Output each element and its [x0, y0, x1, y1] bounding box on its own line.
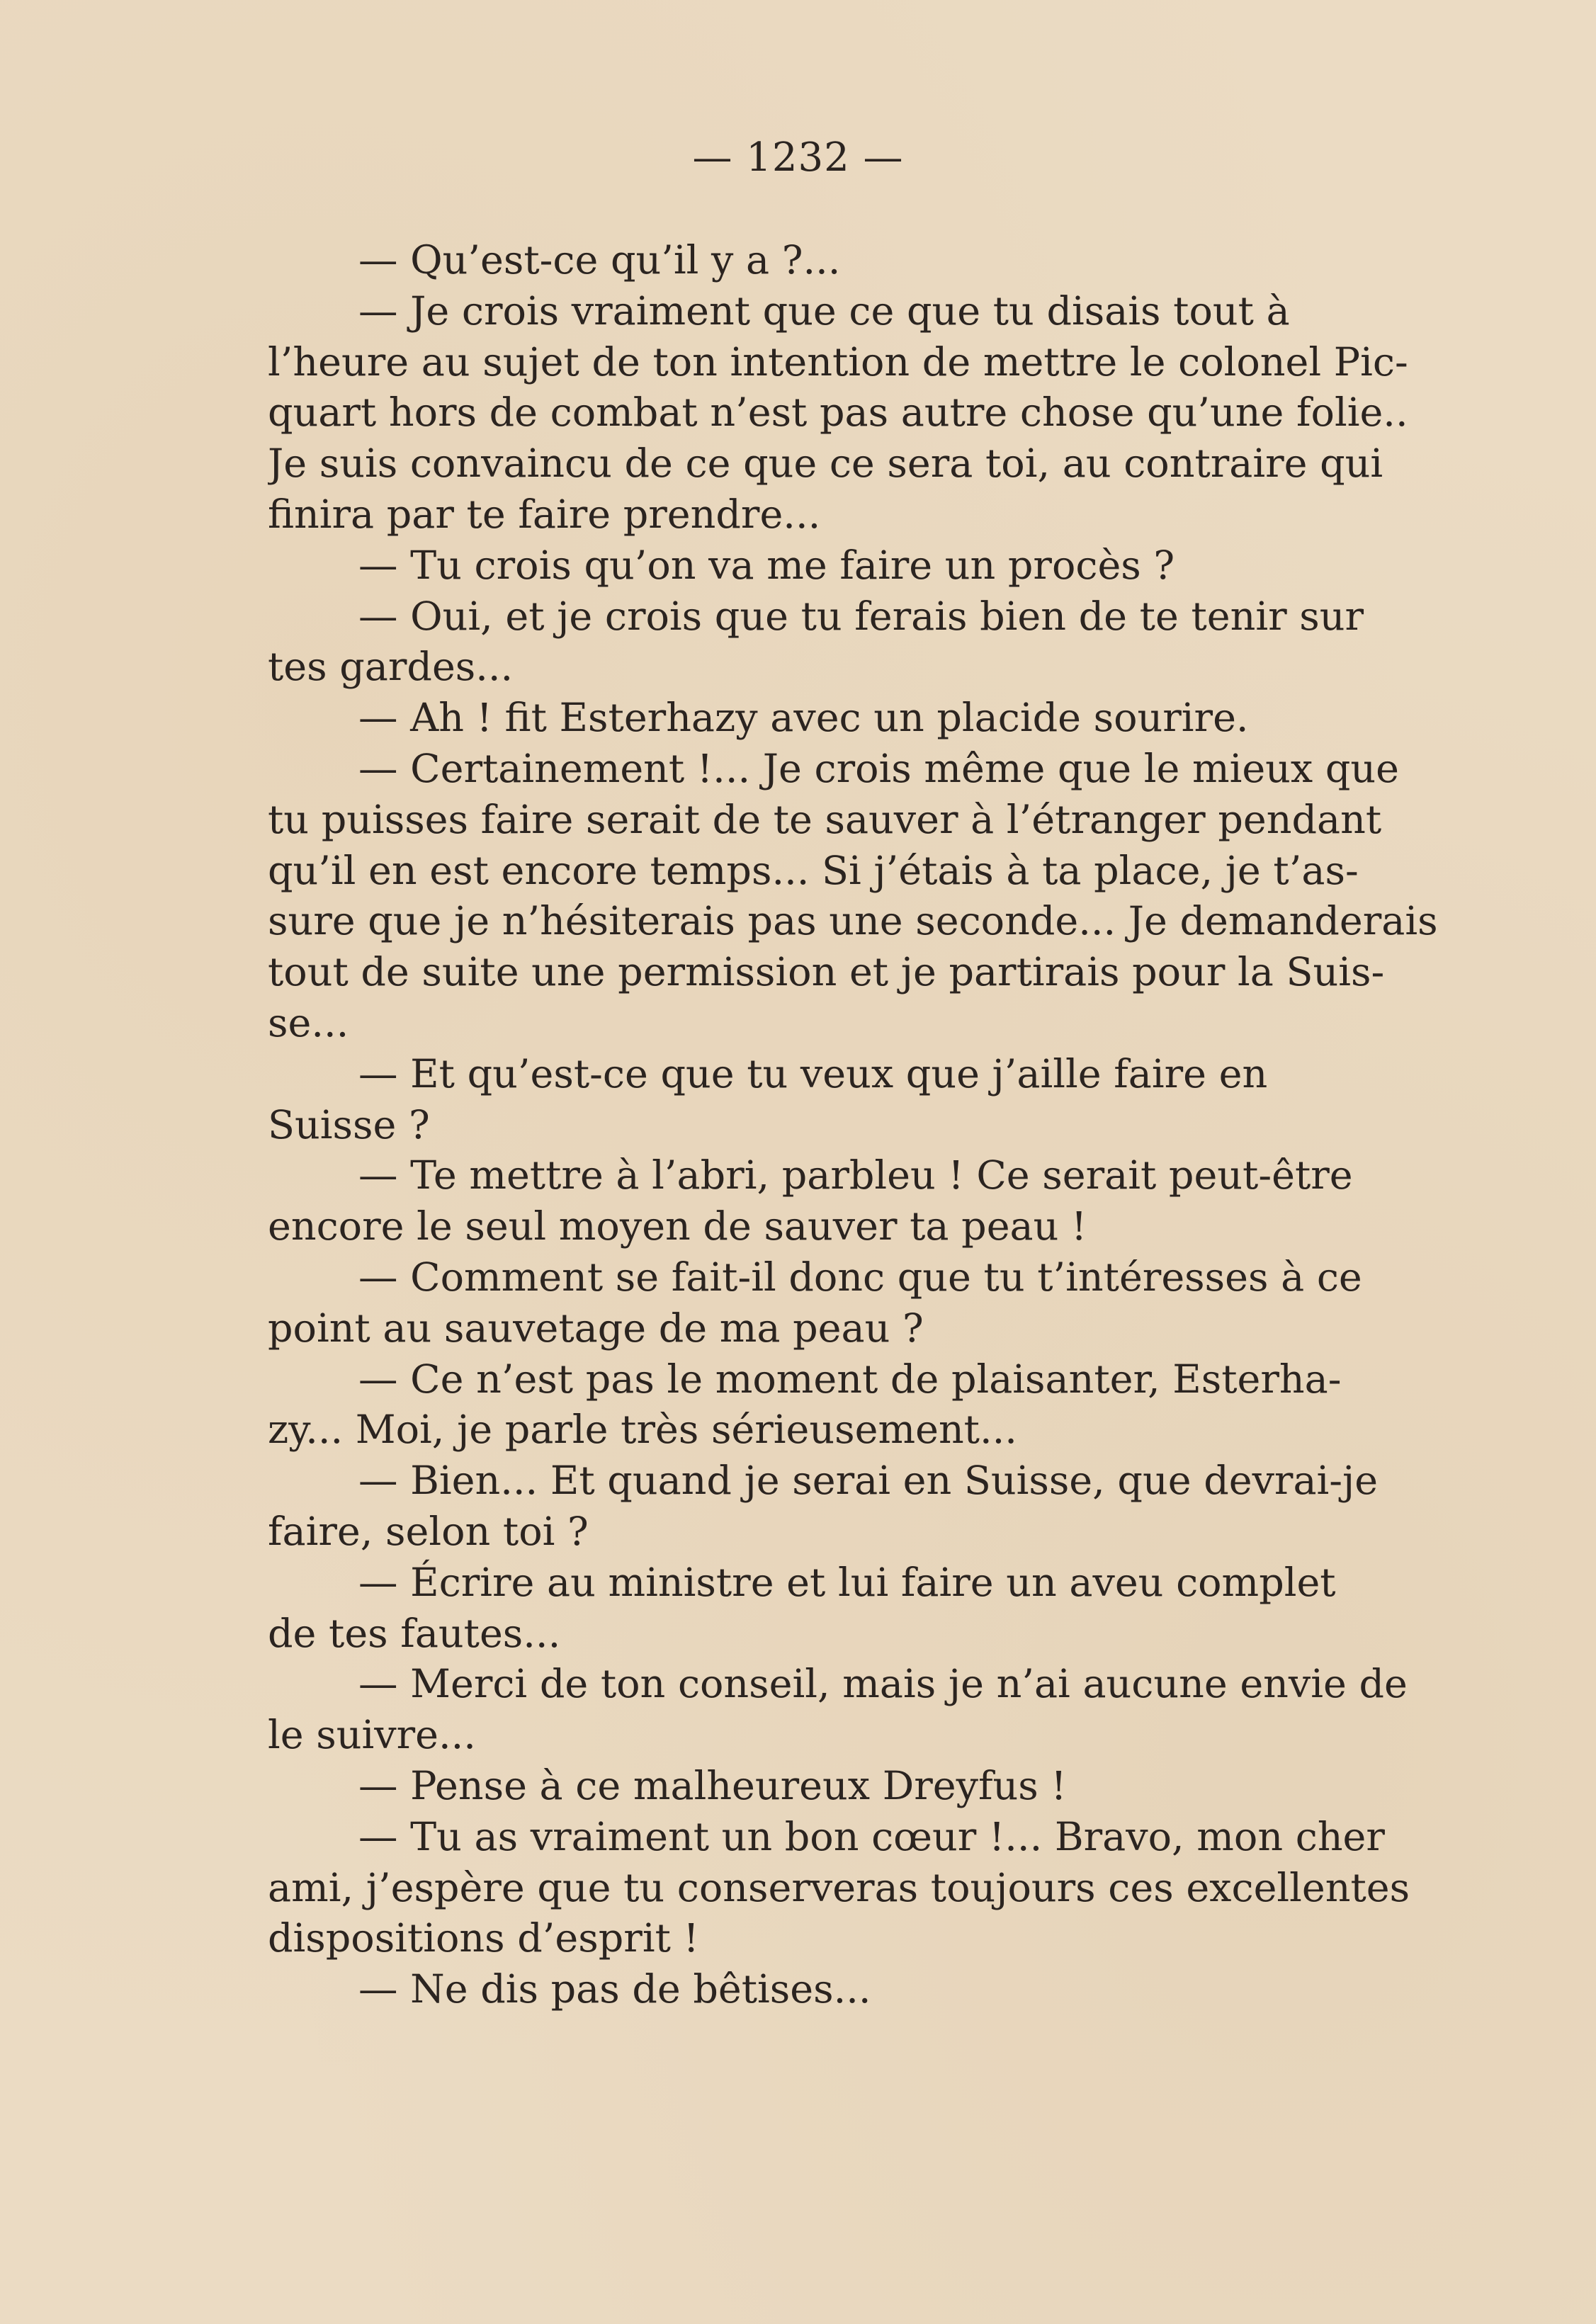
text-line: — Certainement !... Je crois même que le mieux que [358, 745, 1399, 792]
text-line: — Écrire au ministre et lui faire un aveu complet [358, 1559, 1336, 1606]
text-line: qu’il en est encore temps... Si j’étais à ta place, je t’as- [268, 847, 1359, 894]
body-text [268, 235, 1476, 2015]
text-line: — Ne dis pas de bêtises... [358, 1966, 871, 2013]
text-line: — Ce n’est pas le moment de plaisanter, Esterha- [358, 1356, 1342, 1402]
text-line: — Merci de ton conseil, mais je n’ai aucune envie de [358, 1661, 1408, 1708]
text-line: dispositions d’esprit ! [268, 1915, 699, 1962]
text-line: sure que je n’hésiterais pas une seconde... Je demanderais [268, 898, 1438, 945]
page-number: — 1232 — [692, 135, 904, 181]
text-line: — Tu as vraiment un bon cœur !... Bravo, mon cher [358, 1813, 1385, 1860]
text-line: — Oui, et je crois que tu ferais bien de te tenir sur [358, 593, 1364, 640]
text-line: — Et qu’est-ce que tu veux que j’aille faire en [358, 1050, 1268, 1097]
text-line: — Comment se fait-il donc que tu t’intéresses à ce [358, 1254, 1362, 1300]
text-line: le suivre... [268, 1712, 476, 1759]
text-line: se... [268, 999, 349, 1046]
text-line: — Pense à ce malheureux Dreyfus ! [358, 1762, 1067, 1809]
text-line: encore le seul moyen de sauver ta peau ! [268, 1203, 1087, 1250]
text-line: — Qu’est-ce qu’il y a ?... [358, 237, 841, 283]
text-line: — Tu crois qu’on va me faire un procès ? [358, 542, 1175, 589]
text-line: Je suis convaincu de ce que ce sera toi, au contraire qui [268, 441, 1383, 487]
text-line: tu puisses faire serait de te sauver à l’étranger pendant [268, 796, 1382, 843]
text-line: tout de suite une permission et je partirais pour la Suis- [268, 949, 1385, 996]
text-line: — Te mettre à l’abri, parbleu ! Ce serait peut-être [358, 1152, 1353, 1199]
text-line: ami, j’espère que tu conserveras toujours ces excellentes [268, 1864, 1410, 1911]
text-line: Suisse ? [268, 1101, 430, 1148]
text-line: l’heure au sujet de ton intention de mettre le colonel Pic- [268, 339, 1408, 385]
text-line: point au sauvetage de ma peau ? [268, 1305, 924, 1351]
text-line: — Bien... Et quand je serai en Suisse, que devrai-je [358, 1458, 1379, 1504]
text-line: finira par te faire prendre... [268, 491, 821, 538]
text-line: tes gardes... [268, 644, 514, 691]
text-line: quart hors de combat n’est pas autre chose qu’une folie.. [268, 390, 1408, 436]
text-line: — Je crois vraiment que ce que tu disais tout à [358, 288, 1290, 334]
text-line: de tes fautes... [268, 1610, 561, 1657]
text-line: faire, selon toi ? [268, 1508, 589, 1555]
text-line: zy... Moi, je parle très sérieusement... [268, 1407, 1017, 1453]
text-line: — Ah ! fit Esterhazy avec un placide sourire. [358, 695, 1249, 742]
